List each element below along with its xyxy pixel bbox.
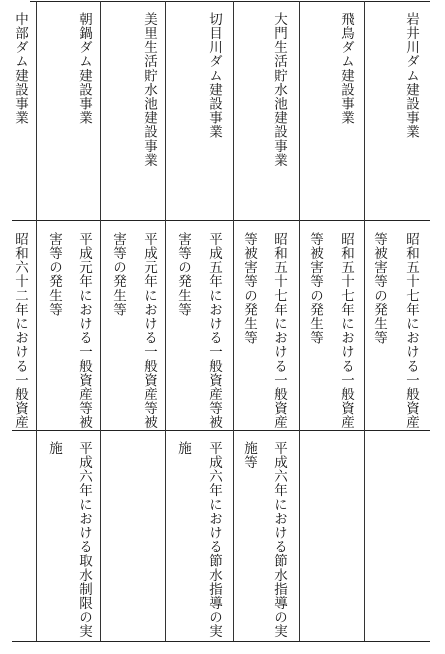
event-line: 等被害等の発生等 [371, 232, 387, 345]
measure-line: 平成六年における節水指導の実 [206, 441, 222, 639]
column-divider-5 [100, 1, 101, 641]
event-line: 昭和五十七年における一般資産 [271, 232, 287, 430]
project-name: 切目川ダム建設事業 [206, 12, 222, 139]
event-line: 害等の発生等 [110, 232, 126, 317]
column-divider-6 [36, 1, 37, 641]
event-line: 害等の発生等 [175, 232, 191, 317]
table-bottom-border [12, 641, 430, 642]
project-name: 岩井川ダム建設事業 [403, 12, 419, 139]
event-line: 平成元年における一般資産等被 [76, 232, 92, 430]
column-divider-3 [233, 1, 234, 641]
event-line: 平成元年における一般資産等被 [141, 232, 157, 430]
project-name: 大門生活貯水池建設事業 [271, 12, 287, 168]
column-divider-2 [299, 1, 300, 641]
measure-line: 平成六年における節水指導の実 [271, 441, 287, 639]
event-row-separator [12, 430, 430, 431]
project-name: 飛鳥ダム建設事業 [338, 12, 354, 125]
measure-line: 平成六年における取水制限の実 [76, 441, 92, 639]
event-line: 平成五年における一般資産等被 [206, 232, 222, 430]
event-line: 昭和六十二年における一般資産 [12, 232, 28, 430]
project-name: 美里生活貯水池建設事業 [141, 12, 157, 168]
column-divider-1 [364, 1, 365, 641]
measure-line: 施 [175, 441, 191, 456]
table-top-border [30, 1, 430, 2]
event-line: 昭和五十七年における一般資産 [338, 232, 354, 430]
measure-line: 施等 [241, 441, 257, 470]
measure-line: 施 [46, 441, 62, 456]
project-name: 朝鍋ダム建設事業 [76, 12, 92, 125]
event-line: 昭和五十七年における一般資産 [403, 232, 419, 430]
project-row-separator [12, 220, 430, 221]
event-line: 害等の発生等 [46, 232, 62, 317]
project-name: 中部ダム建設事業 [12, 12, 28, 125]
event-line: 等被害等の発生等 [241, 232, 257, 345]
column-divider-4 [165, 1, 166, 641]
event-line: 等被害等の発生等 [307, 232, 323, 345]
